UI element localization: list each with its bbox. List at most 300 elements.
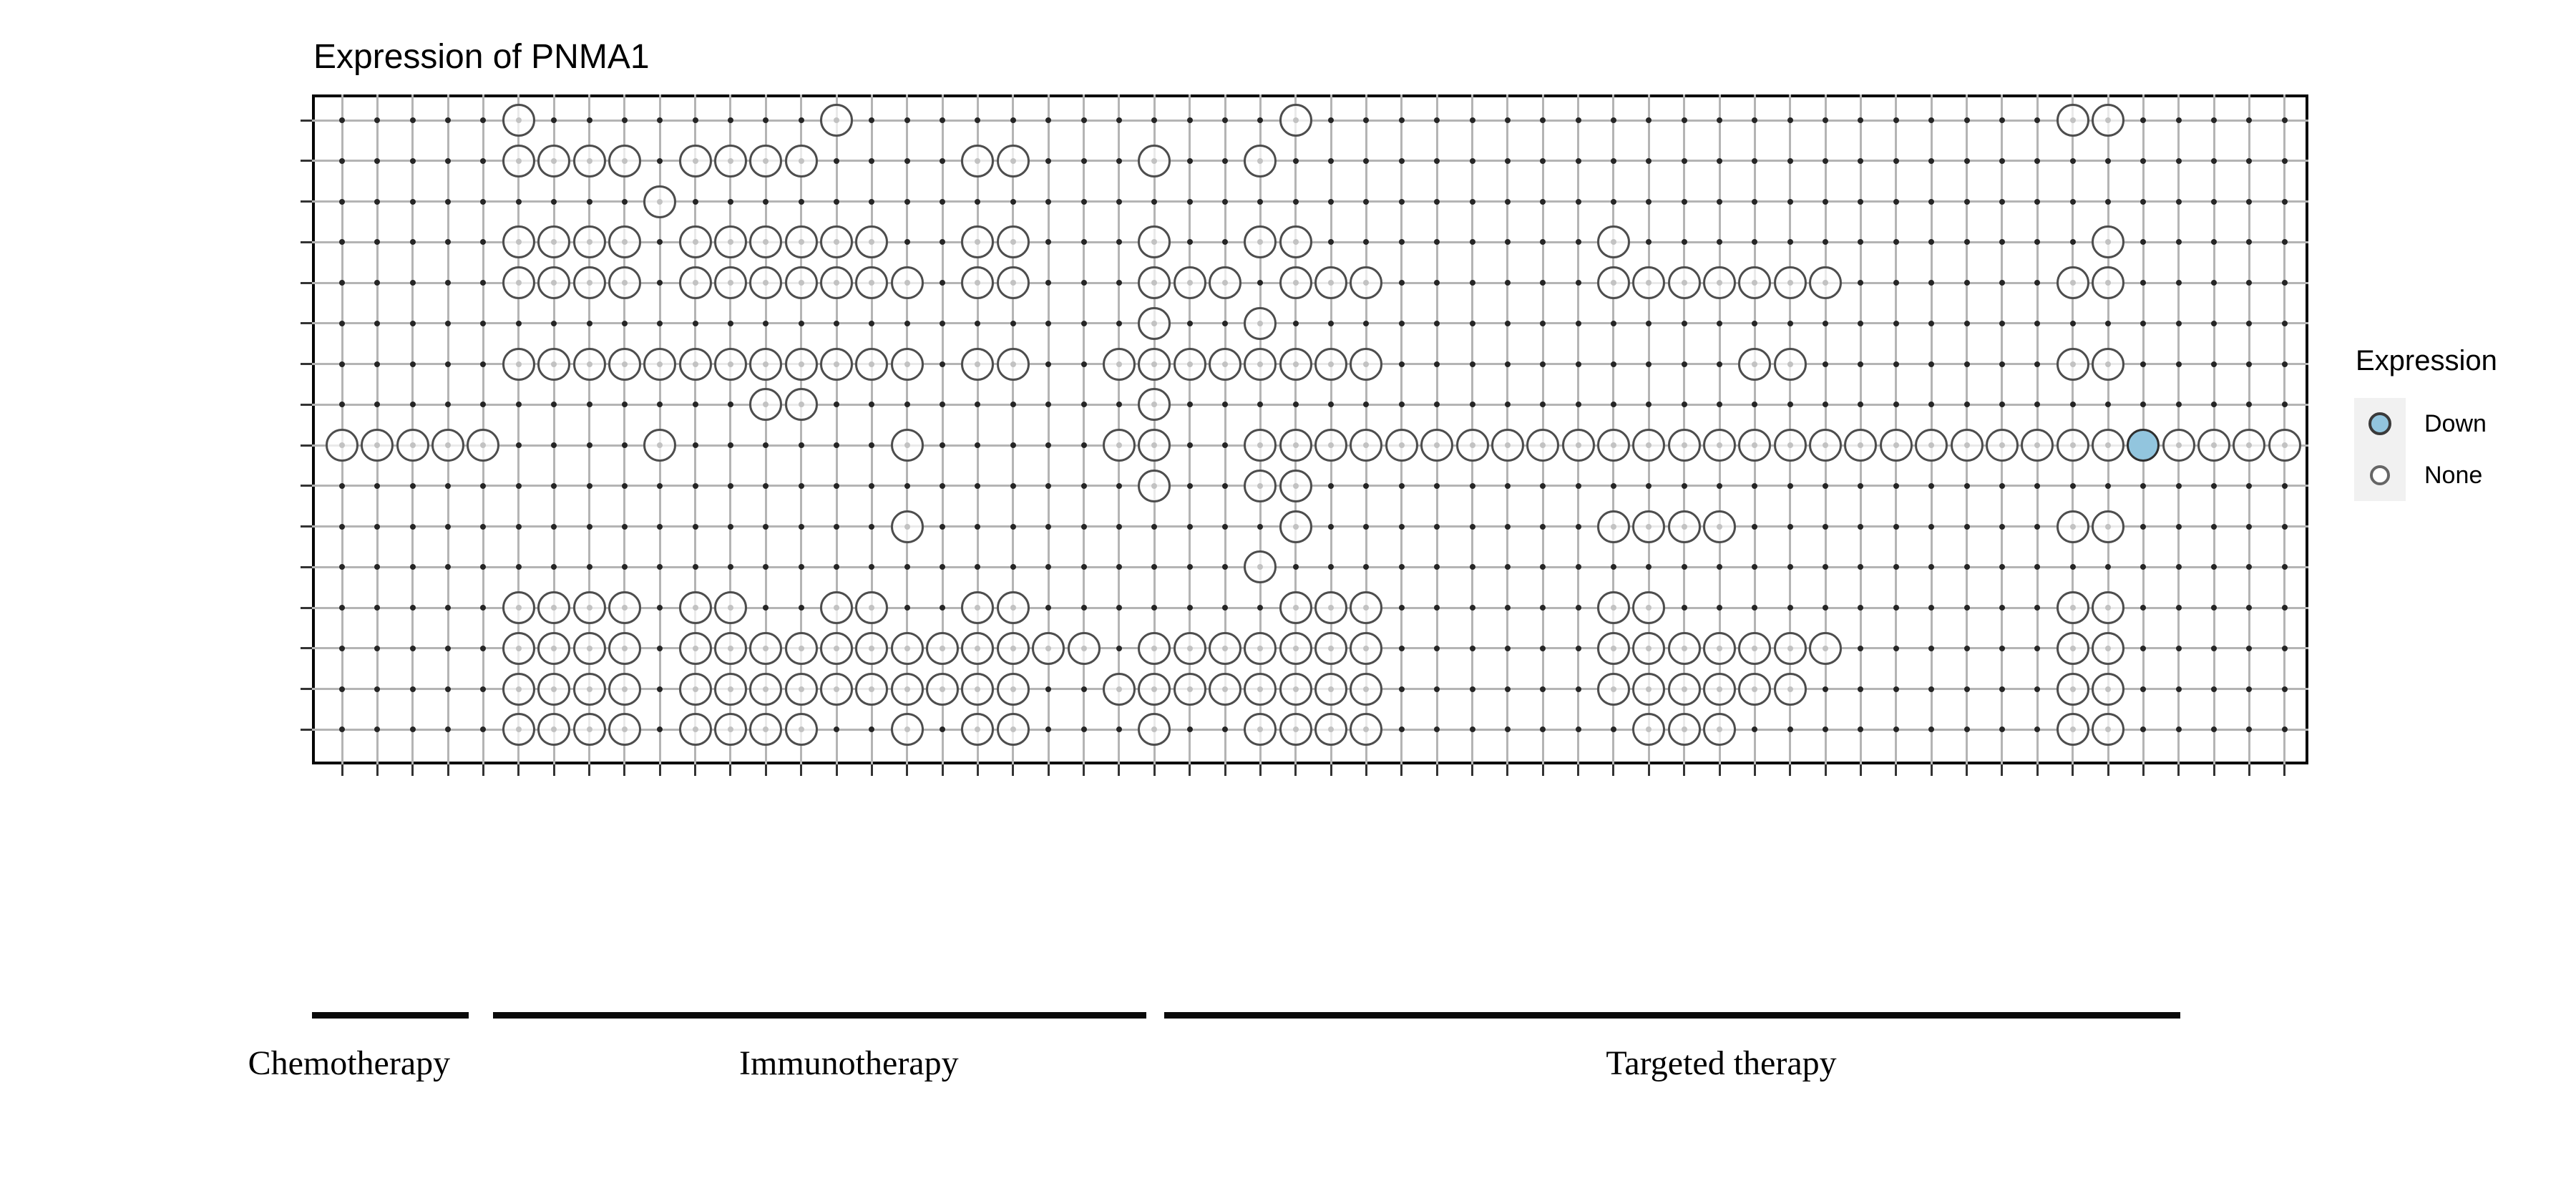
expression-none-circle <box>1032 632 1065 665</box>
expression-none-circle <box>997 591 1030 624</box>
expression-none-circle <box>1738 673 1771 706</box>
data-point-dot <box>1646 361 1652 367</box>
data-point-dot <box>834 524 839 530</box>
data-point-dot <box>551 524 557 530</box>
expression-none-circle <box>1244 632 1277 665</box>
expression-none-circle <box>926 673 959 706</box>
data-point-dot <box>1081 726 1087 732</box>
data-point-dot <box>1717 158 1722 164</box>
expression-none-circle <box>679 348 712 381</box>
data-point-dot <box>339 199 345 205</box>
expression-none-circle <box>2057 266 2089 299</box>
x-tick <box>1719 764 1721 776</box>
data-point-dot <box>1116 483 1122 489</box>
data-point-dot <box>1682 564 1687 570</box>
data-point-dot <box>1045 321 1051 326</box>
data-point-dot <box>1328 158 1334 164</box>
data-point-dot <box>1823 158 1828 164</box>
data-point-dot <box>374 361 380 367</box>
data-point-dot <box>1682 483 1687 489</box>
expression-none-circle <box>2057 104 2089 137</box>
expression-none-circle <box>1279 225 1312 258</box>
expression-none-circle <box>714 713 747 746</box>
data-point-dot <box>516 321 522 326</box>
data-point-dot <box>1187 402 1193 407</box>
data-point-dot <box>940 158 945 164</box>
expression-none-circle <box>1986 429 2019 462</box>
expression-none-circle <box>1491 429 1524 462</box>
data-point-dot <box>2246 524 2252 530</box>
data-point-dot <box>1151 199 1157 205</box>
data-point-dot <box>374 686 380 692</box>
x-tick <box>836 764 838 776</box>
data-point-dot <box>1787 321 1793 326</box>
expression-none-circle <box>1279 510 1312 543</box>
data-point-dot <box>1787 605 1793 611</box>
expression-none-circle <box>1314 429 1347 462</box>
x-tick <box>1754 764 1756 776</box>
grid-row-line <box>312 200 2308 203</box>
x-tick <box>800 764 802 776</box>
data-point-dot <box>940 483 945 489</box>
x-tick <box>411 764 414 776</box>
data-point-dot <box>2034 361 2040 367</box>
data-point-dot <box>1399 524 1405 530</box>
therapy-group-label: Immunotherapy <box>739 1044 959 1082</box>
data-point-dot <box>2176 646 2182 651</box>
expression-none-circle <box>1103 673 1136 706</box>
data-point-dot <box>763 524 769 530</box>
expression-none-circle <box>679 225 712 258</box>
expression-none-circle <box>431 429 464 462</box>
expression-none-circle <box>1138 673 1171 706</box>
x-tick <box>1189 764 1191 776</box>
x-tick <box>1506 764 1508 776</box>
expression-none-circle <box>1597 673 1630 706</box>
expression-none-circle <box>1668 429 1701 462</box>
data-point-dot <box>2034 686 2040 692</box>
expression-none-circle <box>1668 673 1701 706</box>
expression-none-circle <box>1350 348 1382 381</box>
data-point-dot <box>551 321 557 326</box>
expression-none-circle <box>502 225 535 258</box>
data-point-dot <box>904 605 910 611</box>
expression-none-circle <box>1774 673 1807 706</box>
data-point-dot <box>374 199 380 205</box>
data-point-dot <box>1010 117 1016 123</box>
data-point-dot <box>1964 361 1970 367</box>
data-point-dot <box>728 321 733 326</box>
expression-none-circle <box>1738 348 1771 381</box>
y-tick <box>301 525 312 528</box>
expression-none-circle <box>997 266 1030 299</box>
expression-none-circle <box>1244 145 1277 178</box>
data-point-dot <box>1682 605 1687 611</box>
expression-none-circle <box>1703 510 1736 543</box>
expression-none-circle <box>2268 429 2301 462</box>
expression-none-circle <box>679 145 712 178</box>
x-tick <box>2283 764 2285 776</box>
data-point-dot <box>2282 321 2288 326</box>
data-point-dot <box>2034 158 2040 164</box>
grid-row-line <box>312 566 2308 568</box>
data-point-dot <box>1717 605 1722 611</box>
data-point-dot <box>1222 158 1228 164</box>
expression-none-circle <box>1774 429 1807 462</box>
expression-none-circle <box>396 429 429 462</box>
data-point-dot <box>2282 646 2288 651</box>
expression-none-circle <box>1668 632 1701 665</box>
data-point-dot <box>1045 524 1051 530</box>
data-point-dot <box>1045 686 1051 692</box>
data-point-dot <box>1787 117 1793 123</box>
data-point-dot <box>799 605 804 611</box>
expression-none-circle <box>749 145 782 178</box>
data-point-dot <box>693 321 698 326</box>
data-point-dot <box>799 321 804 326</box>
data-point-dot <box>1964 280 1970 286</box>
data-point-dot <box>1505 483 1511 489</box>
data-point-dot <box>2105 321 2111 326</box>
expression-none-circle <box>1951 429 1984 462</box>
x-tick <box>1471 764 1473 776</box>
data-point-dot <box>1151 524 1157 530</box>
data-point-dot <box>2176 321 2182 326</box>
expression-none-circle <box>2057 632 2089 665</box>
data-point-dot <box>587 483 592 489</box>
data-point-dot <box>2246 361 2252 367</box>
data-point-dot <box>657 321 663 326</box>
x-tick <box>1895 764 1897 776</box>
data-point-dot <box>2034 646 2040 651</box>
x-tick <box>1931 764 1933 776</box>
data-point-dot <box>2070 564 2076 570</box>
data-point-dot <box>516 524 522 530</box>
x-tick <box>1330 764 1332 776</box>
data-point-dot <box>1787 483 1793 489</box>
data-point-dot <box>1434 199 1440 205</box>
expression-none-circle <box>1809 266 1842 299</box>
data-point-dot <box>410 321 416 326</box>
data-point-dot <box>1893 605 1899 611</box>
expression-none-circle <box>1279 429 1312 462</box>
expression-none-circle <box>820 632 853 665</box>
expression-none-circle <box>1209 266 1241 299</box>
expression-none-circle <box>714 266 747 299</box>
data-point-dot <box>1576 564 1581 570</box>
data-point-dot <box>1081 361 1087 367</box>
expression-none-circle <box>608 673 641 706</box>
data-point-dot <box>1470 321 1475 326</box>
expression-none-circle <box>1174 632 1206 665</box>
x-tick <box>871 764 873 776</box>
data-point-dot <box>2070 158 2076 164</box>
data-point-dot <box>445 483 451 489</box>
data-point-dot <box>1893 158 1899 164</box>
expression-none-circle <box>1068 632 1101 665</box>
data-point-dot <box>587 564 592 570</box>
x-tick <box>2213 764 2215 776</box>
data-point-dot <box>657 158 663 164</box>
data-point-dot <box>445 321 451 326</box>
data-point-dot <box>1576 199 1581 205</box>
data-point-dot <box>2034 524 2040 530</box>
data-point-dot <box>410 158 416 164</box>
data-point-dot <box>1540 199 1546 205</box>
data-point-dot <box>1116 321 1122 326</box>
data-point-dot <box>657 524 663 530</box>
data-point-dot <box>1787 564 1793 570</box>
data-point-dot <box>1893 280 1899 286</box>
expression-none-circle <box>1138 429 1171 462</box>
expression-none-circle <box>679 673 712 706</box>
data-point-dot <box>622 524 628 530</box>
data-point-dot <box>410 564 416 570</box>
data-point-dot <box>1222 483 1228 489</box>
expression-none-circle <box>1103 348 1136 381</box>
data-point-dot <box>1999 483 2005 489</box>
data-point-dot <box>1081 686 1087 692</box>
data-point-dot <box>1576 239 1581 245</box>
data-point-dot <box>1717 483 1722 489</box>
data-point-dot <box>374 524 380 530</box>
data-point-dot <box>728 483 733 489</box>
expression-none-circle <box>820 348 853 381</box>
data-point-dot <box>1434 321 1440 326</box>
x-tick <box>1789 764 1791 776</box>
data-point-dot <box>1470 726 1475 732</box>
data-point-dot <box>1434 158 1440 164</box>
expression-none-circle <box>749 632 782 665</box>
data-point-dot <box>1010 442 1016 448</box>
expression-none-circle <box>1314 713 1347 746</box>
data-point-dot <box>410 402 416 407</box>
x-tick <box>1083 764 1085 776</box>
y-tick <box>301 282 312 284</box>
data-point-dot <box>1787 158 1793 164</box>
expression-none-circle <box>891 429 924 462</box>
data-point-dot <box>1470 686 1475 692</box>
y-tick <box>301 607 312 609</box>
data-point-dot <box>480 199 486 205</box>
data-point-dot <box>2282 280 2288 286</box>
data-point-dot <box>1928 686 1934 692</box>
data-point-dot <box>622 199 628 205</box>
data-point-dot <box>693 564 698 570</box>
data-point-dot <box>1222 321 1228 326</box>
expression-none-circle <box>537 673 570 706</box>
expression-none-circle <box>1244 470 1277 502</box>
expression-none-circle <box>2092 104 2124 137</box>
data-point-dot <box>2176 686 2182 692</box>
data-point-dot <box>728 442 733 448</box>
data-point-dot <box>1045 361 1051 367</box>
expression-none-circle <box>1915 429 1948 462</box>
therapy-group-bar <box>493 1012 1146 1019</box>
expression-none-circle <box>714 632 747 665</box>
expression-none-circle <box>2197 429 2230 462</box>
data-point-dot <box>1187 564 1193 570</box>
data-point-dot <box>2176 402 2182 407</box>
x-tick <box>1860 764 1862 776</box>
data-point-dot <box>339 646 345 651</box>
data-point-dot <box>1540 361 1546 367</box>
data-point-dot <box>799 483 804 489</box>
data-point-dot <box>693 117 698 123</box>
data-point-dot <box>1257 524 1263 530</box>
data-point-dot <box>1363 524 1369 530</box>
expression-none-circle <box>1244 307 1277 340</box>
expression-none-circle <box>573 266 606 299</box>
data-point-dot <box>1116 646 1122 651</box>
data-point-dot <box>834 158 839 164</box>
data-point-dot <box>339 158 345 164</box>
data-point-dot <box>2282 158 2288 164</box>
expression-none-circle <box>643 185 676 218</box>
data-point-dot <box>1999 321 2005 326</box>
expression-none-circle <box>785 673 818 706</box>
expression-none-circle <box>608 266 641 299</box>
data-point-dot <box>1505 686 1511 692</box>
data-point-dot <box>1116 280 1122 286</box>
data-point-dot <box>2211 524 2217 530</box>
data-point-dot <box>1081 239 1087 245</box>
expression-none-circle <box>608 348 641 381</box>
expression-none-circle <box>679 632 712 665</box>
expression-none-circle <box>1456 429 1489 462</box>
expression-none-circle <box>749 348 782 381</box>
expression-none-circle <box>1562 429 1595 462</box>
data-point-dot <box>2176 605 2182 611</box>
expression-none-circle <box>785 225 818 258</box>
expression-none-circle <box>1138 145 1171 178</box>
expression-none-circle <box>714 673 747 706</box>
expression-none-circle <box>855 348 888 381</box>
data-point-dot <box>2176 239 2182 245</box>
expression-none-circle <box>785 145 818 178</box>
data-point-dot <box>1116 199 1122 205</box>
data-point-dot <box>2070 321 2076 326</box>
data-point-dot <box>339 117 345 123</box>
x-tick <box>1012 764 1014 776</box>
legend-label-none: None <box>2424 462 2483 489</box>
data-point-dot <box>1045 158 1051 164</box>
data-point-dot <box>1893 524 1899 530</box>
data-point-dot <box>1964 239 1970 245</box>
expression-none-circle <box>1279 470 1312 502</box>
x-tick <box>1259 764 1262 776</box>
legend-none-circle-icon <box>2370 465 2390 485</box>
expression-none-circle <box>573 673 606 706</box>
data-point-dot <box>1470 361 1475 367</box>
data-point-dot <box>1081 158 1087 164</box>
data-point-dot <box>1328 199 1334 205</box>
expression-none-circle <box>1597 510 1630 543</box>
data-point-dot <box>516 442 522 448</box>
expression-none-circle <box>997 348 1030 381</box>
expression-none-circle <box>1632 673 1665 706</box>
data-point-dot <box>940 199 945 205</box>
data-point-dot <box>1470 117 1475 123</box>
data-point-dot <box>728 524 733 530</box>
data-point-dot <box>1823 524 1828 530</box>
data-point-dot <box>1928 321 1934 326</box>
data-point-dot <box>410 646 416 651</box>
expression-none-circle <box>2057 429 2089 462</box>
data-point-dot <box>1081 564 1087 570</box>
data-point-dot <box>1045 199 1051 205</box>
data-point-dot <box>1540 321 1546 326</box>
expression-none-circle <box>1350 673 1382 706</box>
expression-none-circle <box>502 104 535 137</box>
x-tick <box>2248 764 2250 776</box>
data-point-dot <box>480 361 486 367</box>
data-point-dot <box>1576 361 1581 367</box>
data-point-dot <box>2070 402 2076 407</box>
expression-none-circle <box>608 591 641 624</box>
data-point-dot <box>1187 442 1193 448</box>
data-point-dot <box>834 199 839 205</box>
data-point-dot <box>834 321 839 326</box>
data-point-dot <box>2070 239 2076 245</box>
data-point-dot <box>1682 158 1687 164</box>
data-point-dot <box>1363 199 1369 205</box>
x-tick <box>1612 764 1614 776</box>
data-point-dot <box>2105 199 2111 205</box>
data-point-dot <box>657 646 663 651</box>
x-tick <box>2107 764 2109 776</box>
data-point-dot <box>1434 361 1440 367</box>
data-point-dot <box>1222 524 1228 530</box>
data-point-dot <box>2282 686 2288 692</box>
data-point-dot <box>1611 361 1616 367</box>
expression-none-circle <box>820 104 853 137</box>
expression-none-circle <box>502 632 535 665</box>
x-tick <box>1118 764 1120 776</box>
expression-none-circle <box>1279 591 1312 624</box>
data-point-dot <box>1222 442 1228 448</box>
data-point-dot <box>728 199 733 205</box>
expression-none-circle <box>643 348 676 381</box>
data-point-dot <box>2070 483 2076 489</box>
data-point-dot <box>1399 605 1405 611</box>
expression-none-circle <box>573 713 606 746</box>
expression-none-circle <box>608 632 641 665</box>
y-tick <box>301 322 312 324</box>
data-point-dot <box>339 605 345 611</box>
data-point-dot <box>1893 361 1899 367</box>
data-point-dot <box>1187 483 1193 489</box>
data-point-dot <box>1964 646 1970 651</box>
data-point-dot <box>1964 117 1970 123</box>
data-point-dot <box>2211 158 2217 164</box>
data-point-dot <box>1964 686 1970 692</box>
data-point-dot <box>1964 564 1970 570</box>
y-tick <box>301 160 312 162</box>
data-point-dot <box>622 117 628 123</box>
data-point-dot <box>834 483 839 489</box>
expression-none-circle <box>326 429 358 462</box>
legend-title: Expression <box>2356 345 2497 376</box>
data-point-dot <box>799 117 804 123</box>
expression-none-circle <box>891 266 924 299</box>
x-tick <box>977 764 979 776</box>
expression-none-circle <box>1385 429 1418 462</box>
data-point-dot <box>1787 199 1793 205</box>
x-tick <box>1153 764 1156 776</box>
data-point-dot <box>1964 402 1970 407</box>
data-point-dot <box>622 321 628 326</box>
